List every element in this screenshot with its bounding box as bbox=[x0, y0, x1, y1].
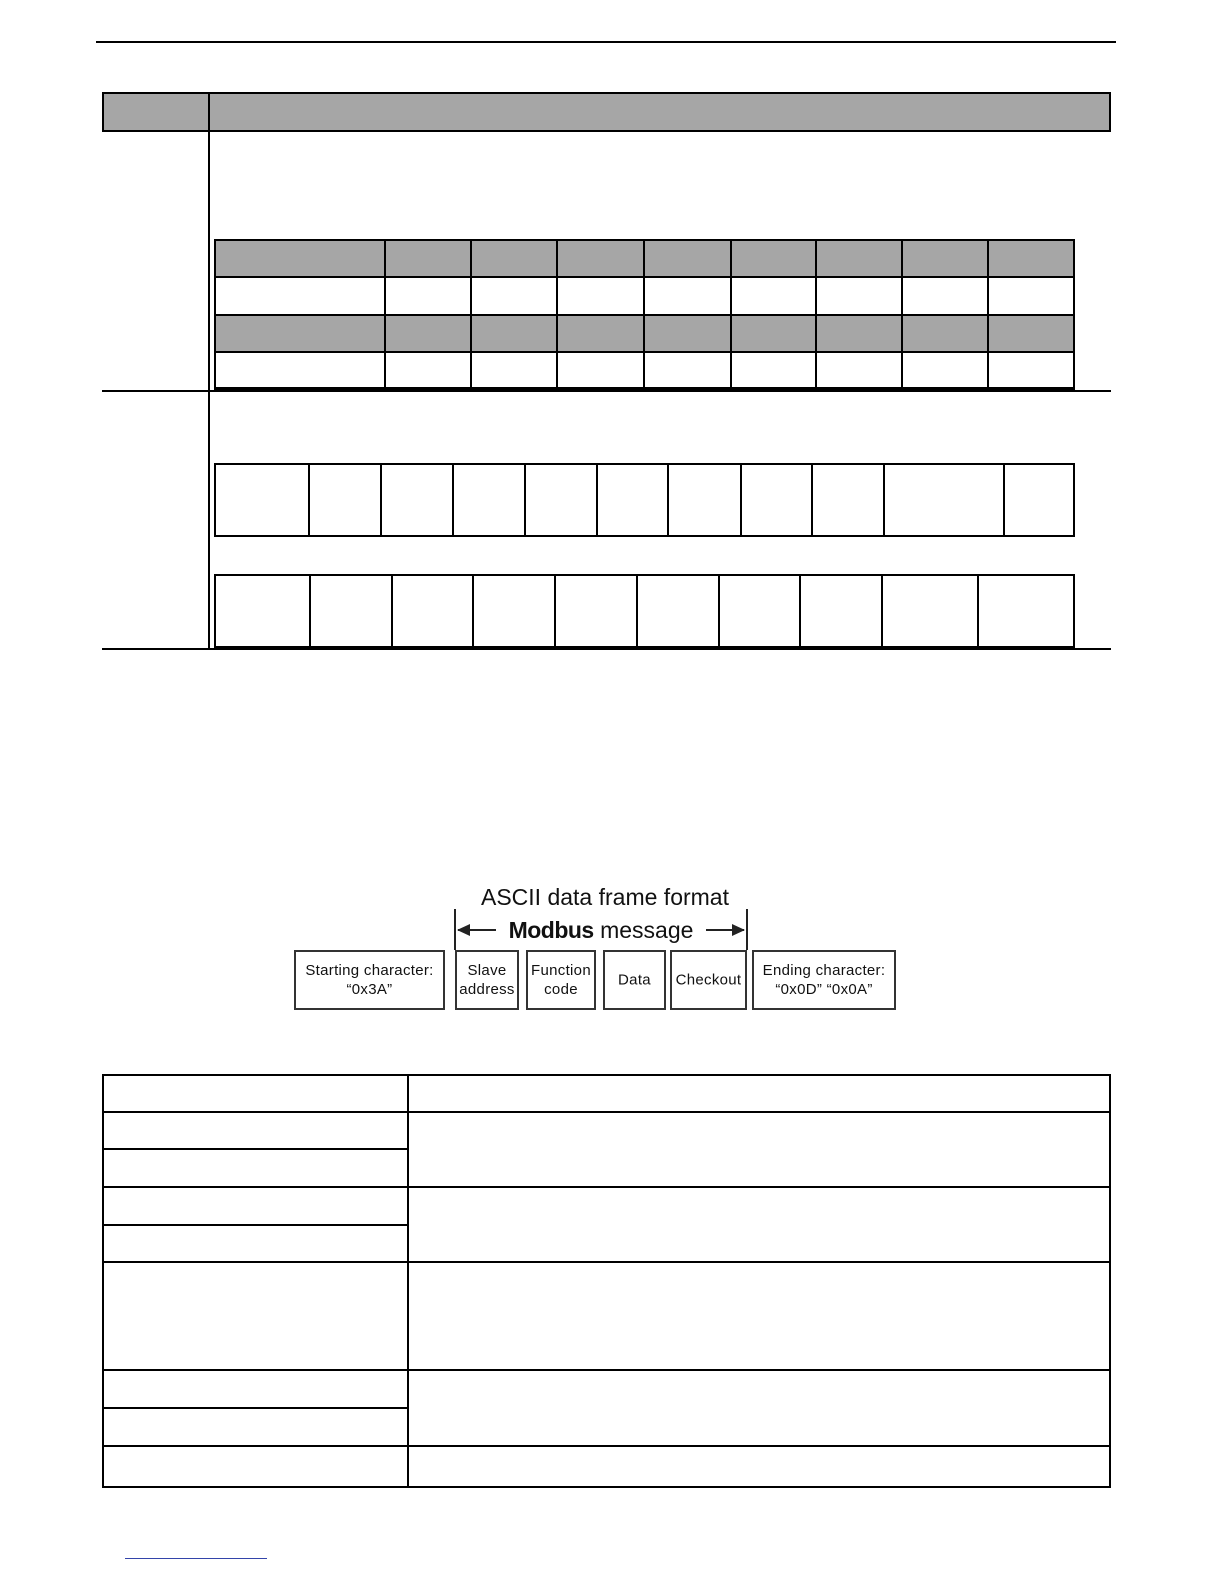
function-code-box: Function code bbox=[526, 950, 596, 1010]
starting-character-box: Starting character: “0x3A” bbox=[294, 950, 445, 1010]
data-box: Data bbox=[603, 950, 666, 1010]
footer-rule bbox=[125, 1558, 267, 1559]
checkout-box: Checkout bbox=[670, 950, 747, 1010]
ending-character-box: Ending character: “0x0D” “0x0A” bbox=[752, 950, 896, 1010]
slave-address-box: Slave address bbox=[455, 950, 519, 1010]
diagram-title: ASCII data frame format bbox=[481, 884, 729, 910]
modbus-message-label: Modbus message bbox=[496, 917, 706, 944]
